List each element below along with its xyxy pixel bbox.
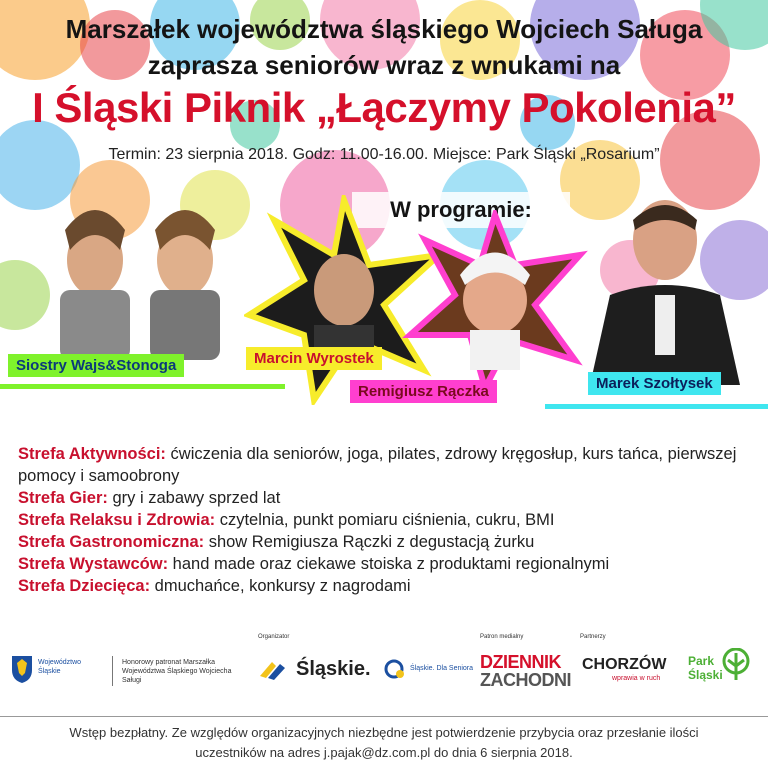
slaskie-senior-icon bbox=[384, 658, 406, 680]
slaskie-logo-icon bbox=[258, 656, 288, 682]
partnerzy-caption: Partnerzy bbox=[580, 634, 606, 640]
strefa-key: Strefa Wystawców: bbox=[18, 555, 169, 573]
slaskie-wordmark: Śląskie. bbox=[296, 658, 371, 680]
patronat-label: Honorowy patronat Marszałka Województwa Śląskiego Wojciecha Saługi bbox=[122, 659, 232, 684]
organizator-caption: Organizator bbox=[258, 634, 290, 640]
strefa-row bbox=[18, 487, 758, 509]
strefa-key: Strefa Gier: bbox=[18, 489, 108, 507]
park-slaski-tree-icon bbox=[718, 648, 754, 682]
siostry-photo bbox=[10, 190, 260, 360]
header-line1: Marszałek województwa śląskiego Wojciech Saługa bbox=[65, 14, 703, 44]
footer bbox=[0, 716, 768, 763]
performer-tag-raczka: Remigiusz Rączka bbox=[350, 380, 497, 403]
performer-tag-wyrostek: Marcin Wyrostek bbox=[246, 347, 382, 370]
strefa-text: hand made oraz ciekawe stoiska z produktami regionalnymi bbox=[168, 555, 610, 573]
strefa-key: Strefa Gastronomiczna: bbox=[18, 533, 205, 551]
strefa-row bbox=[18, 531, 758, 553]
logos-bar bbox=[0, 630, 768, 708]
event-info: Termin: 23 sierpnia 2018. Godz: 11.00-16.00. Miejsce: Park Śląski „Rosarium” bbox=[108, 146, 660, 163]
strefa-key: Strefa Relaksu i Zdrowia: bbox=[18, 511, 216, 529]
strefa-text: dmuchańce, konkursy z nagrodami bbox=[150, 577, 411, 595]
header-line2: zaprasza seniorów wraz z wnukami na bbox=[147, 50, 621, 80]
strefa-key: Strefa Dziecięca: bbox=[18, 577, 151, 595]
strefa-text: czytelnia, punkt pomiaru ciśnienia, cukru, BMI bbox=[215, 511, 555, 529]
strefa-text: ćwiczenia dla seniorów, joga, pilates, zdrowy kręgosłup, kurs tańca, pierwszej pomocy i samoobrony bbox=[18, 445, 737, 485]
strefa-row bbox=[18, 575, 758, 597]
strefy-list bbox=[18, 443, 758, 597]
strefa-row bbox=[18, 553, 758, 575]
strefa-text: show Remigiusza Rączki z degustacją żurku bbox=[204, 533, 535, 551]
strefa-row bbox=[18, 509, 758, 531]
strefa-row bbox=[18, 443, 758, 487]
szoltysek-underline bbox=[545, 404, 768, 409]
szoltysek-photo bbox=[570, 185, 760, 385]
event-title: I Śląski Piknik „Łączymy Pokolenia” bbox=[32, 84, 736, 131]
logo-divider bbox=[112, 656, 113, 686]
patron-caption: Patron medialny bbox=[480, 634, 524, 640]
footer-line1: Wstęp bezpłatny. Ze względów organizacyjnych niezbędne jest potwierdzenie przybycia oraz przesłanie ilości bbox=[69, 725, 699, 740]
wojewodztwo-label: Województwo Śląskie bbox=[38, 659, 82, 675]
performer-tag-siostry: Siostry Wajs&Stonoga bbox=[8, 354, 184, 377]
chorzow-wordmark: CHORZÓW bbox=[582, 656, 667, 673]
strefa-text: gry i zabawy sprzed lat bbox=[107, 489, 281, 507]
park-slaski-line1: Park bbox=[688, 654, 715, 668]
dziennik-line2: ZACHODNI bbox=[480, 670, 571, 690]
chorzow-tagline: wprawia w ruch bbox=[612, 675, 661, 682]
raczka-star bbox=[400, 210, 590, 390]
siostry-underline bbox=[0, 384, 285, 389]
dziennik-line1: DZIENNIK bbox=[480, 652, 561, 672]
slaskie-senior-label: Śląskie. Dla Seniora bbox=[410, 665, 474, 672]
park-slaski-line2: Śląski bbox=[688, 668, 723, 682]
program-label: W programie: bbox=[352, 192, 570, 228]
wojewodztwo-crest-icon bbox=[10, 654, 34, 684]
footer-line2: uczestników na adres j.pajak@dz.com.pl do dnia 6 sierpnia 2018. bbox=[195, 745, 573, 760]
performer-tag-szoltysek: Marek Szołtysek bbox=[588, 372, 721, 395]
strefa-key: Strefa Aktywności: bbox=[18, 445, 166, 463]
